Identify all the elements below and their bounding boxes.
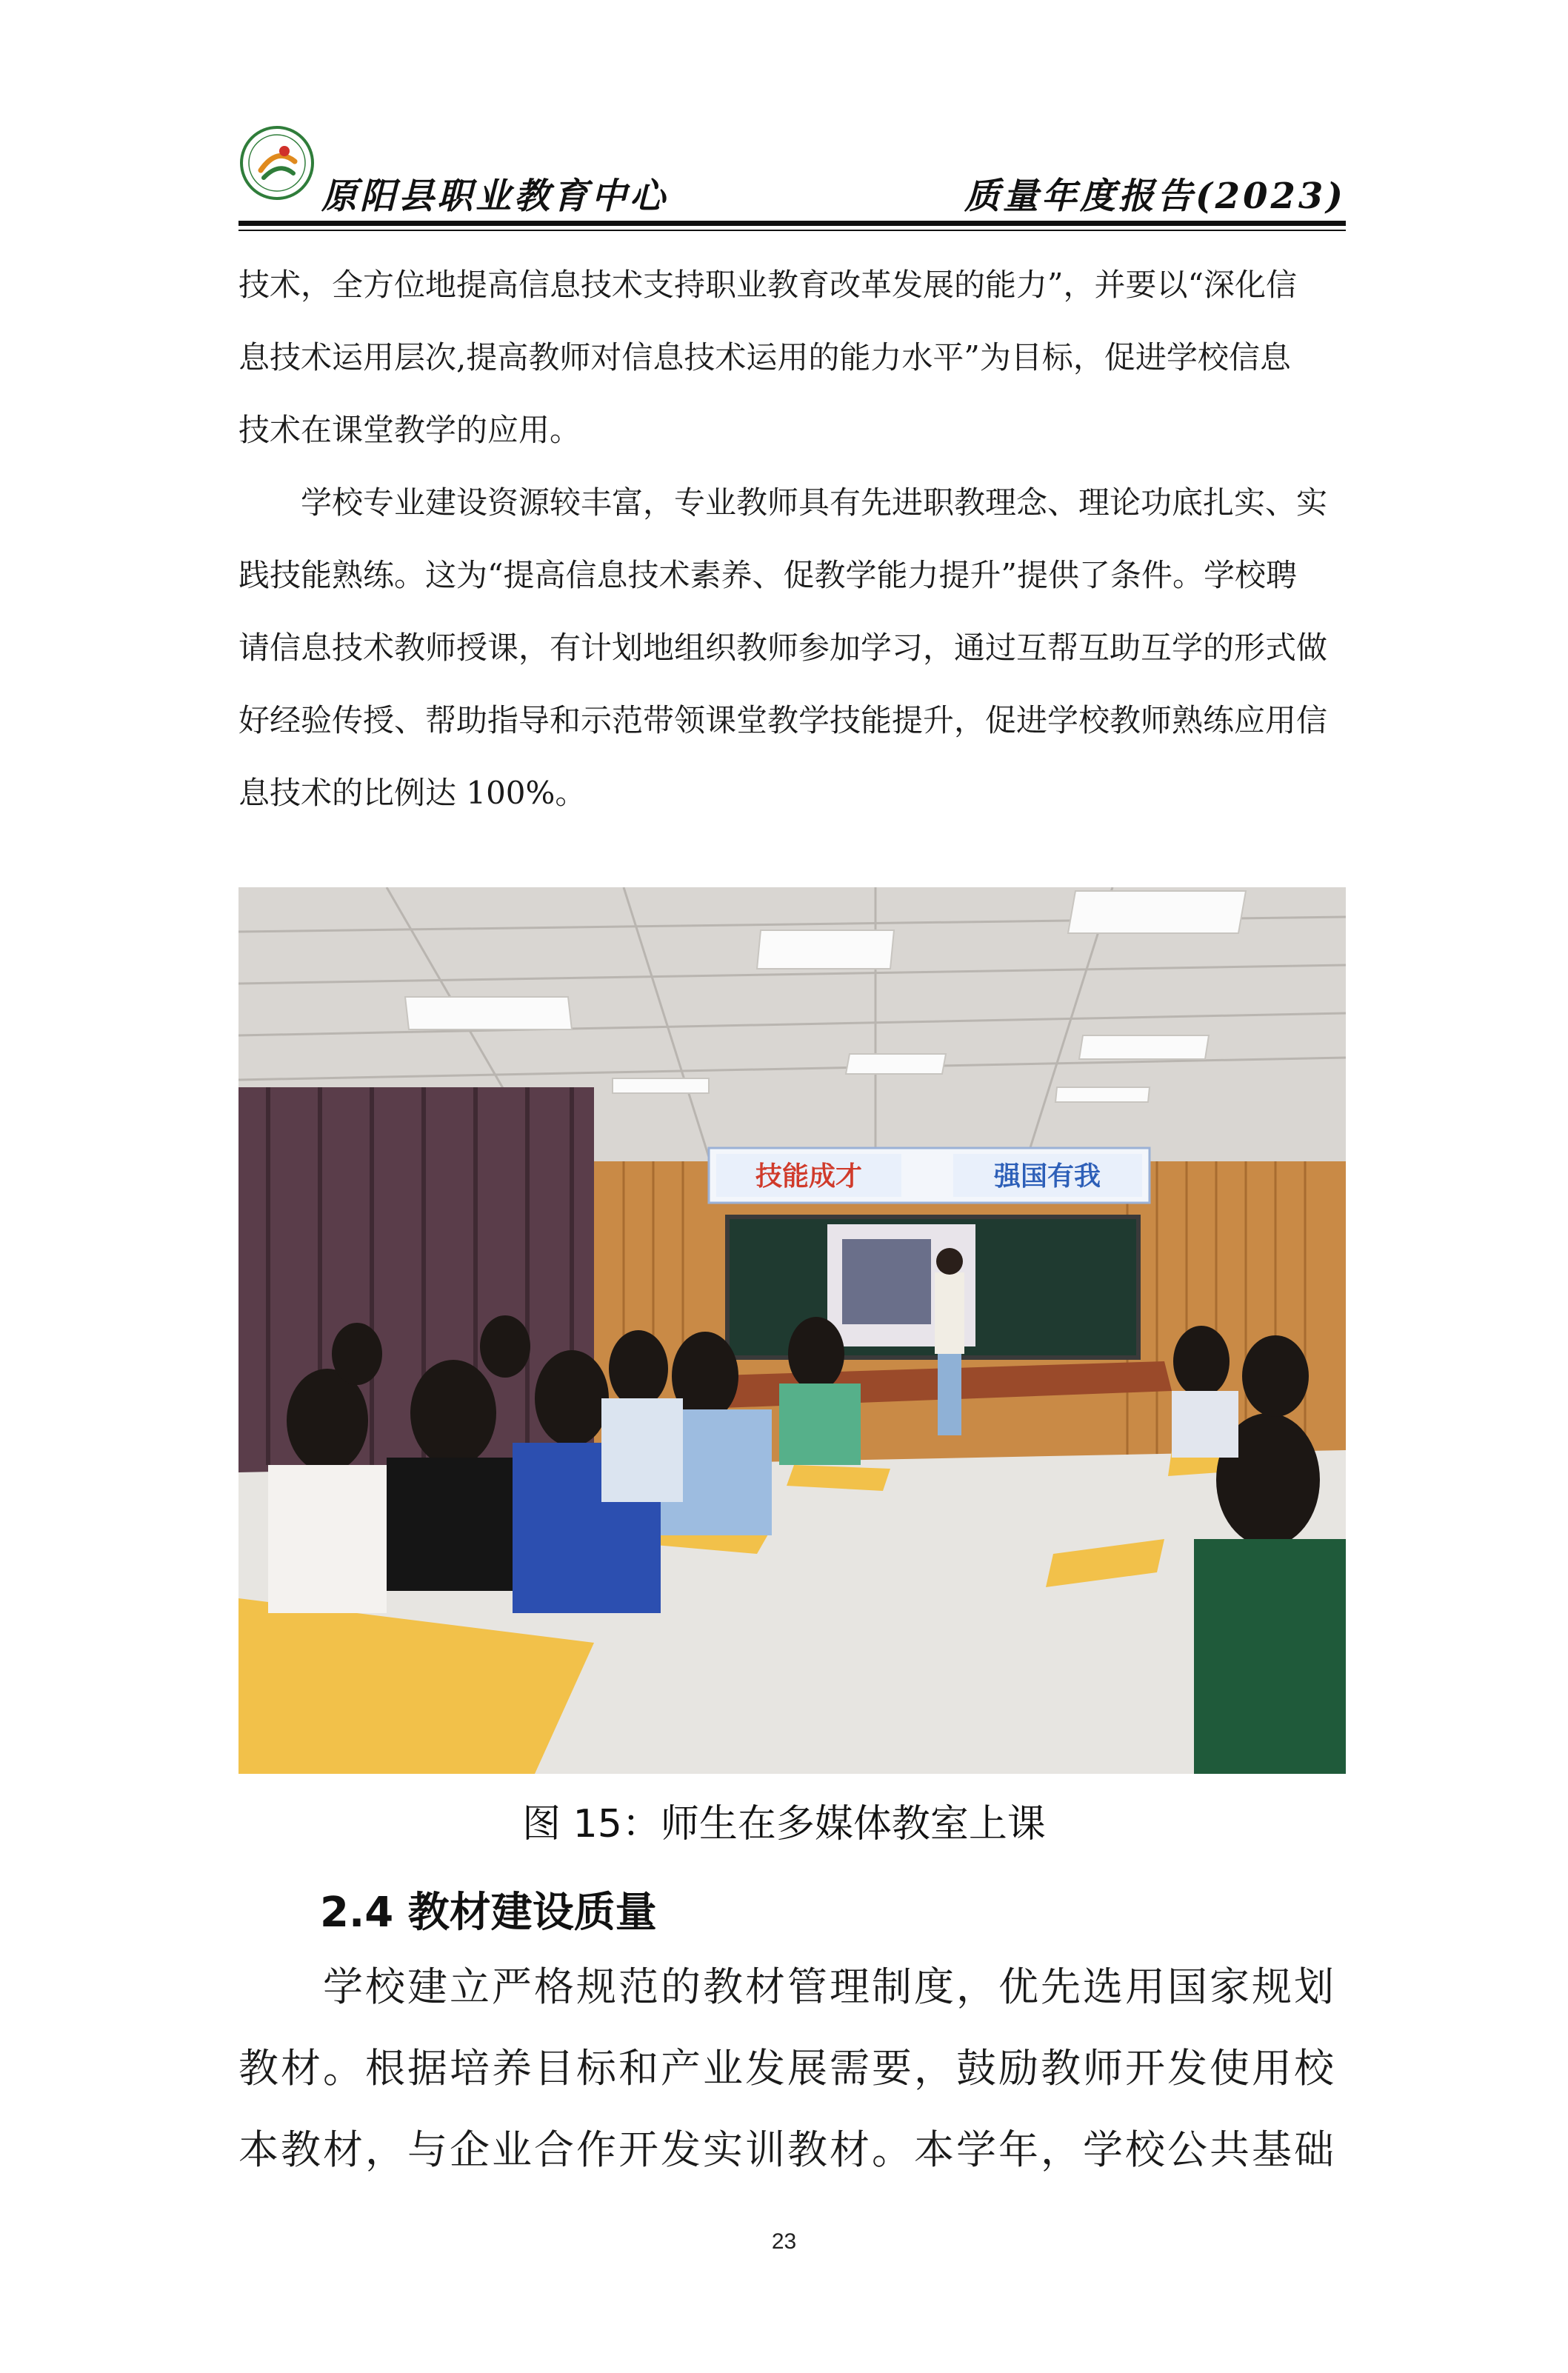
text-line: 技术在课堂教学的应用。 bbox=[238, 412, 581, 448]
body-paragraph-1 bbox=[238, 249, 1346, 467]
page-header bbox=[238, 124, 1346, 234]
text-line: 学校专业建设资源较丰富，专业教师具有先进职教理念、理论功底扎实、实 bbox=[301, 484, 1328, 521]
banner-left bbox=[716, 1154, 901, 1197]
text-line: 本教材，与企业合作开发实训教材。本学年，学校公共基础 bbox=[238, 2126, 1336, 2173]
text-line: 技术，全方位地提高信息技术支持职业教育改革发展的能力”，并要以“深化信 bbox=[238, 267, 1297, 303]
text-line: 息技术的比例达 100%。 bbox=[238, 775, 587, 811]
text-line: 学校建立严格规范的教材管理制度，优先选用国家规划 bbox=[323, 1963, 1336, 2010]
text-line: 教材。根据培养目标和产业发展需要，鼓励教师开发使用校 bbox=[238, 2045, 1336, 2092]
text-line: 践技能熟练。这为“提高信息技术素养、促教学能力提升”提供了条件。学校聘 bbox=[238, 557, 1297, 593]
header-rule-thin bbox=[238, 230, 1346, 231]
text-line: 息技术运用层次,提高教师对信息技术运用的能力水平”为目标，促进学校信息 bbox=[238, 339, 1291, 376]
text-line: 请信息技术教师授课，有计划地组织教师参加学习，通过互帮互助互学的形式做 bbox=[238, 630, 1328, 666]
page-number: 23 bbox=[771, 2229, 797, 2254]
figure-caption: 图 15：师生在多媒体教室上课 bbox=[522, 1802, 1046, 1846]
text-line: 好经验传授、帮助指导和示范带领课堂教学技能提升，促进学校教师熟练应用信 bbox=[238, 702, 1328, 738]
section-paragraph bbox=[238, 1946, 1346, 2191]
section-heading: 2.4 教材建设质量 bbox=[320, 1889, 657, 1937]
classroom-photo bbox=[238, 887, 1346, 1774]
report-title: 质量年度报告(2023) bbox=[964, 176, 1346, 217]
school-name: 原阳县职业教育中心 bbox=[321, 176, 669, 217]
banner-left-text: 技能成才 bbox=[755, 1161, 863, 1192]
school-logo bbox=[238, 124, 316, 201]
banner-right bbox=[953, 1154, 1142, 1197]
banner-right-text: 强国有我 bbox=[993, 1161, 1101, 1192]
header-rule bbox=[238, 221, 1346, 226]
body-paragraph-2 bbox=[238, 467, 1346, 830]
